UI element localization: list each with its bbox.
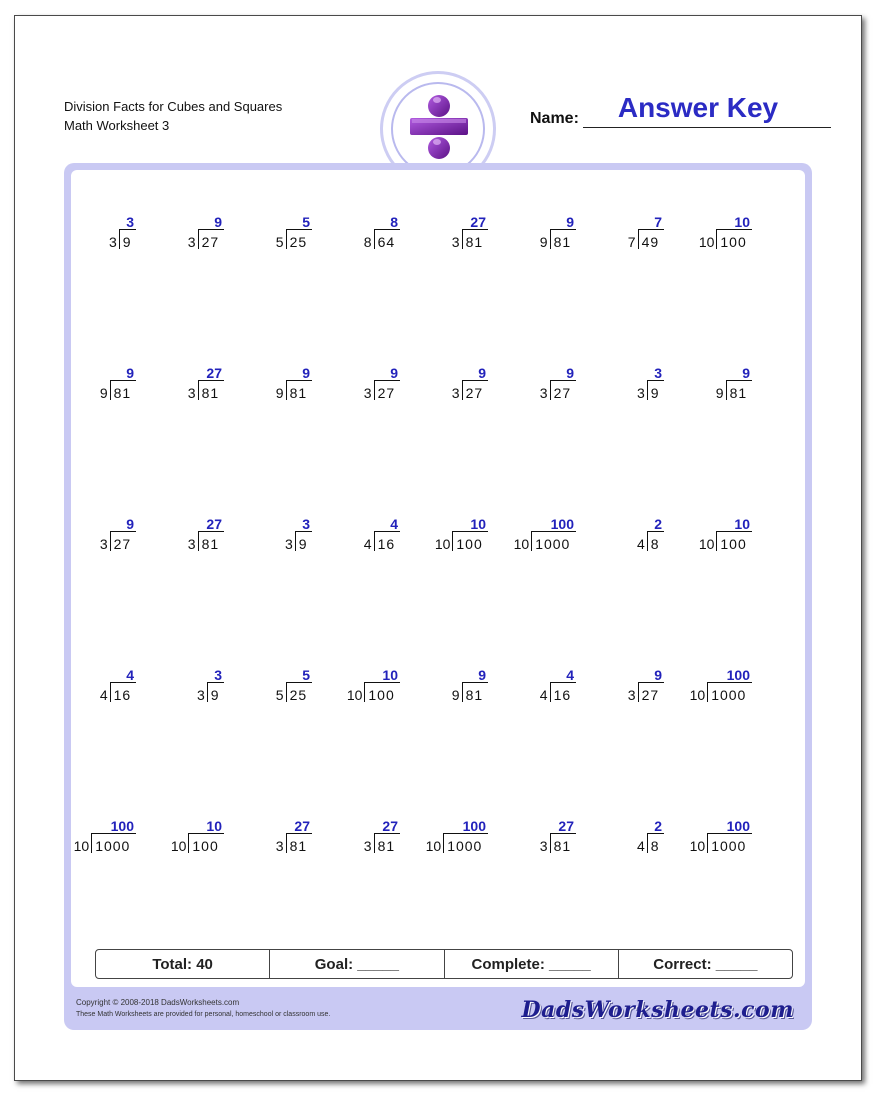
- divisor: 3: [99, 536, 108, 552]
- dividend: 81: [465, 687, 484, 703]
- divisor: 3: [187, 385, 196, 401]
- quotient-answer: 27: [206, 516, 222, 532]
- divisor: 10: [513, 536, 530, 552]
- quotient-answer: 4: [390, 516, 398, 532]
- divisor: 3: [451, 234, 460, 250]
- divisor: 5: [275, 687, 284, 703]
- dividend: 1000: [711, 838, 747, 854]
- division-problem: [71, 214, 805, 258]
- quotient-answer: 3: [214, 667, 222, 683]
- quotient-answer: 9: [126, 365, 134, 381]
- quotient-answer: 4: [126, 667, 134, 683]
- dividend: 8: [650, 838, 660, 854]
- quotient-answer: 9: [214, 214, 222, 230]
- quotient-answer: 9: [390, 365, 398, 381]
- name-line: [583, 127, 831, 128]
- quotient-answer: 27: [294, 818, 310, 834]
- dividend: 100: [192, 838, 219, 854]
- dividend: 81: [377, 838, 396, 854]
- quotient-answer: 100: [726, 667, 750, 683]
- answer-key-text: Answer Key: [617, 92, 779, 123]
- correct-field: Correct: _____: [618, 950, 792, 978]
- problem-grid: [71, 170, 805, 890]
- dividend: 81: [553, 234, 572, 250]
- dividend: 81: [553, 838, 572, 854]
- divisor: 10: [698, 536, 715, 552]
- quotient-answer: 9: [126, 516, 134, 532]
- dividend: 27: [553, 385, 572, 401]
- dividend: 100: [456, 536, 483, 552]
- quotient-answer: 4: [566, 667, 574, 683]
- problems-area: [71, 170, 805, 987]
- quotient-answer: 10: [734, 214, 750, 230]
- dividend: 100: [720, 234, 747, 250]
- dividend: 81: [201, 385, 220, 401]
- problems-panel: [64, 163, 812, 1030]
- title-line-2: Math Worksheet 3: [64, 118, 170, 133]
- complete-field: Complete: _____: [444, 950, 618, 978]
- quotient-answer: 2: [654, 818, 662, 834]
- divisor: 3: [187, 536, 196, 552]
- quotient-answer: 100: [726, 818, 750, 834]
- quotient-answer: 7: [654, 214, 662, 230]
- division-problem: [71, 667, 805, 711]
- quotient-answer: 3: [654, 365, 662, 381]
- divisor: 3: [363, 838, 372, 854]
- divisor: 9: [99, 385, 108, 401]
- dividend: 81: [465, 234, 484, 250]
- division-problem: [71, 365, 805, 409]
- divisor: 9: [539, 234, 548, 250]
- divisor: 3: [109, 234, 117, 250]
- divisor: 8: [363, 234, 372, 250]
- quotient-answer: 27: [206, 365, 222, 381]
- quotient-answer: 9: [566, 365, 574, 381]
- quotient-answer: 100: [550, 516, 574, 532]
- name-label: Name:: [530, 110, 579, 127]
- divisor: 3: [637, 385, 645, 401]
- dividend: 27: [465, 385, 484, 401]
- quotient-answer: 3: [302, 516, 310, 532]
- divisor: 10: [170, 838, 187, 854]
- dividend: 1000: [95, 838, 131, 854]
- division-symbol-icon: [404, 92, 474, 168]
- quotient-answer: 27: [382, 818, 398, 834]
- divisor: 9: [715, 385, 724, 401]
- divisor: 3: [275, 838, 284, 854]
- score-box: [95, 949, 793, 979]
- divisor: 4: [539, 687, 548, 703]
- quotient-answer: 10: [382, 667, 398, 683]
- usage-notice: These Math Worksheets are provided for personal, homeschool or classroom use.: [76, 1011, 331, 1018]
- dividend: 8: [650, 536, 660, 552]
- divisor: 10: [346, 687, 363, 703]
- dividend: 1000: [447, 838, 483, 854]
- dividend: 27: [201, 234, 220, 250]
- divisor: 4: [637, 838, 645, 854]
- quotient-answer: 27: [558, 818, 574, 834]
- quotient-answer: 100: [110, 818, 134, 834]
- divisor: 3: [451, 385, 460, 401]
- dividend: 100: [368, 687, 395, 703]
- divisor: 3: [197, 687, 205, 703]
- quotient-answer: 5: [302, 667, 310, 683]
- divisor: 4: [363, 536, 372, 552]
- dividend: 9: [210, 687, 220, 703]
- quotient-answer: 10: [470, 516, 486, 532]
- divisor: 10: [689, 838, 706, 854]
- dividend: 25: [289, 234, 308, 250]
- dividend: 81: [201, 536, 220, 552]
- dividend: 81: [289, 838, 308, 854]
- dividend: 49: [641, 234, 660, 250]
- dividend: 16: [553, 687, 572, 703]
- division-problem: [71, 818, 805, 862]
- copyright-text: Copyright © 2008-2018 DadsWorksheets.com: [76, 998, 240, 1007]
- goal-field: Goal: _____: [269, 950, 443, 978]
- worksheet-title: [64, 97, 282, 135]
- divisor: 10: [698, 234, 715, 250]
- quotient-answer: 27: [470, 214, 486, 230]
- divisor: 4: [637, 536, 645, 552]
- divisor: 10: [73, 838, 90, 854]
- divisor: 9: [451, 687, 460, 703]
- quotient-answer: 3: [126, 214, 134, 230]
- quotient-answer: 2: [654, 516, 662, 532]
- quotient-answer: 9: [742, 365, 750, 381]
- divisor: 10: [434, 536, 451, 552]
- divisor: 3: [539, 838, 548, 854]
- brand-logo: DadsWorksheets.com: [521, 997, 794, 1023]
- dividend: 100: [720, 536, 747, 552]
- quotient-answer: 9: [302, 365, 310, 381]
- quotient-answer: 9: [478, 667, 486, 683]
- dividend: 1000: [535, 536, 571, 552]
- divisor: 4: [99, 687, 108, 703]
- divisor: 10: [689, 687, 706, 703]
- divisor: 3: [627, 687, 636, 703]
- dividend: 9: [122, 234, 132, 250]
- title-line-1: Division Facts for Cubes and Squares: [64, 99, 283, 114]
- dividend: 81: [289, 385, 308, 401]
- divisor: 9: [275, 385, 284, 401]
- quotient-answer: 5: [302, 214, 310, 230]
- quotient-answer: 9: [566, 214, 574, 230]
- dividend: 9: [298, 536, 308, 552]
- divisor: 3: [285, 536, 293, 552]
- quotient-answer: 9: [478, 365, 486, 381]
- dividend: 81: [729, 385, 748, 401]
- total-count: Total: 40: [152, 955, 213, 973]
- divisor: 3: [539, 385, 548, 401]
- quotient-answer: 9: [654, 667, 662, 683]
- dividend: 27: [113, 536, 132, 552]
- dividend: 25: [289, 687, 308, 703]
- divisor: 3: [363, 385, 372, 401]
- divisor: 10: [425, 838, 442, 854]
- quotient-answer: 10: [734, 516, 750, 532]
- dividend: 27: [377, 385, 396, 401]
- quotient-answer: 10: [206, 818, 222, 834]
- division-problem: [71, 516, 805, 560]
- dividend: 27: [641, 687, 660, 703]
- dividend: 81: [113, 385, 132, 401]
- divisor: 5: [275, 234, 284, 250]
- dividend: 16: [377, 536, 396, 552]
- dividend: 64: [377, 234, 396, 250]
- dividend: 1000: [711, 687, 747, 703]
- quotient-answer: 8: [390, 214, 398, 230]
- quotient-answer: 100: [462, 818, 486, 834]
- dividend: 16: [113, 687, 132, 703]
- divisor: 3: [187, 234, 196, 250]
- divisor: 7: [627, 234, 636, 250]
- dividend: 9: [650, 385, 660, 401]
